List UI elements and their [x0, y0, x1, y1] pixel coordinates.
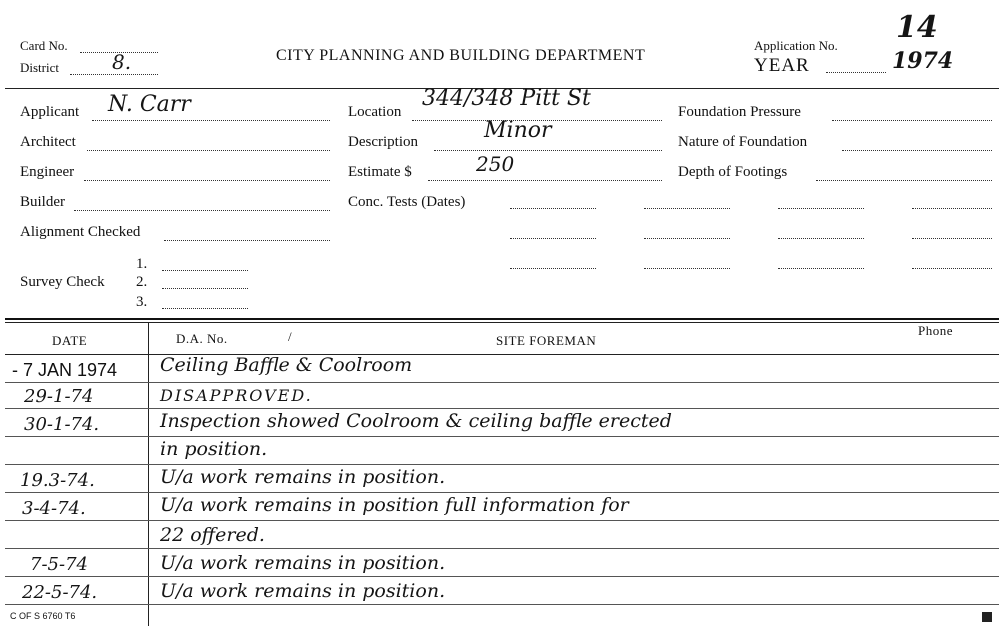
architect-line	[87, 150, 330, 151]
conc-tests-label: Conc. Tests (Dates)	[348, 194, 466, 210]
architect-label: Architect	[20, 134, 76, 150]
estimate-line	[428, 180, 662, 181]
log-entry-text: U/a work remains in position.	[160, 466, 446, 488]
log-entry-text: Ceiling Baffle & Coolroom	[160, 354, 413, 376]
alignment-checked-label: Alignment Checked	[20, 224, 141, 240]
log-entry-date: - 7 JAN 1974	[12, 360, 118, 380]
year-line	[826, 72, 886, 73]
conc-test-line	[510, 208, 596, 209]
survey-line-2	[162, 288, 248, 289]
conc-test-line	[912, 208, 992, 209]
date-column-divider	[148, 323, 149, 626]
log-entry-text: 22 offered.	[160, 524, 265, 546]
row-rule	[5, 436, 999, 437]
builder-line	[74, 210, 330, 211]
conc-test-line	[644, 238, 730, 239]
district-value: 8.	[112, 50, 132, 74]
estimate-label: Estimate $	[348, 164, 412, 180]
log-entry-date: 19.3-74.	[20, 470, 95, 491]
corner-mark	[982, 612, 992, 622]
location-value: 344/348 Pitt St	[422, 86, 591, 111]
log-entry-date: 7-5-74	[30, 554, 88, 575]
conc-test-line	[778, 208, 864, 209]
engineer-label: Engineer	[20, 164, 75, 180]
conc-test-line	[912, 268, 992, 269]
engineer-line	[84, 180, 330, 181]
depth-of-footings-label: Depth of Footings	[678, 164, 788, 180]
survey-line-1	[162, 270, 248, 271]
conc-test-line	[644, 268, 730, 269]
survey-line-3	[162, 308, 248, 309]
applicant-line	[92, 120, 330, 121]
site-foreman-column-header: SITE FOREMAN	[496, 333, 597, 348]
application-no-value: 14	[896, 10, 938, 45]
date-column-header: DATE	[52, 333, 88, 348]
card-no-label: Card No.	[20, 38, 68, 53]
row-rule	[5, 520, 999, 521]
log-entry-text: Inspection showed Coolroom & ceiling baffle erected	[160, 410, 672, 432]
row-rule	[5, 576, 999, 577]
survey-item-3: 3.	[136, 294, 148, 310]
conc-test-line	[912, 238, 992, 239]
application-no-label: Application No.	[754, 38, 838, 53]
form-code: C OF S 6760 T6	[10, 611, 76, 621]
log-entry-date: 30-1-74.	[24, 414, 100, 435]
log-entry-text: DISAPPROVED.	[160, 386, 313, 405]
phone-column-header: Phone	[918, 323, 953, 338]
row-rule	[5, 464, 999, 465]
survey-item-1: 1.	[136, 256, 148, 272]
log-entry-text: in position.	[160, 438, 268, 460]
log-entry-text: U/a work remains in position.	[160, 580, 446, 602]
description-line	[434, 150, 662, 151]
row-rule	[5, 408, 999, 409]
da-no-slash: /	[288, 329, 293, 344]
log-entry-date: 3-4-74.	[22, 498, 86, 519]
applicant-value: N. Carr	[108, 92, 191, 117]
conc-test-line	[778, 268, 864, 269]
table-top-rule	[5, 318, 999, 320]
log-entry-date: 22-5-74.	[22, 582, 98, 603]
description-label: Description	[348, 134, 418, 150]
log-entry-text: U/a work remains in position.	[160, 552, 446, 574]
header-row-rule	[5, 354, 999, 355]
year-label: YEAR	[754, 55, 810, 76]
row-rule	[5, 548, 999, 549]
description-value: Minor	[484, 118, 552, 143]
conc-test-line	[644, 208, 730, 209]
log-entry-text: U/a work remains in position full information for	[160, 494, 629, 516]
table-top-rule-inner	[5, 322, 999, 323]
conc-test-line	[510, 238, 596, 239]
builder-label: Builder	[20, 194, 65, 210]
nature-of-foundation-line	[842, 150, 992, 151]
survey-check-label: Survey Check	[20, 274, 105, 290]
foundation-pressure-line	[832, 120, 992, 121]
row-rule	[5, 492, 999, 493]
alignment-checked-line	[164, 240, 330, 241]
log-entry-date: 29-1-74	[24, 386, 94, 407]
foundation-pressure-label: Foundation Pressure	[678, 104, 801, 120]
row-rule	[5, 604, 999, 605]
row-rule	[5, 382, 999, 383]
district-line	[70, 74, 158, 75]
district-label: District	[20, 60, 59, 75]
survey-item-2: 2.	[136, 274, 148, 290]
applicant-label: Applicant	[20, 104, 80, 120]
da-no-column-header: D.A. No.	[176, 331, 228, 346]
department-title: CITY PLANNING AND BUILDING DEPARTMENT	[276, 47, 646, 64]
nature-of-foundation-label: Nature of Foundation	[678, 134, 808, 150]
conc-test-line	[778, 238, 864, 239]
location-label: Location	[348, 104, 402, 120]
estimate-value: 250	[476, 152, 515, 176]
depth-of-footings-line	[816, 180, 992, 181]
year-value: 1974	[892, 48, 954, 74]
conc-test-line	[510, 268, 596, 269]
